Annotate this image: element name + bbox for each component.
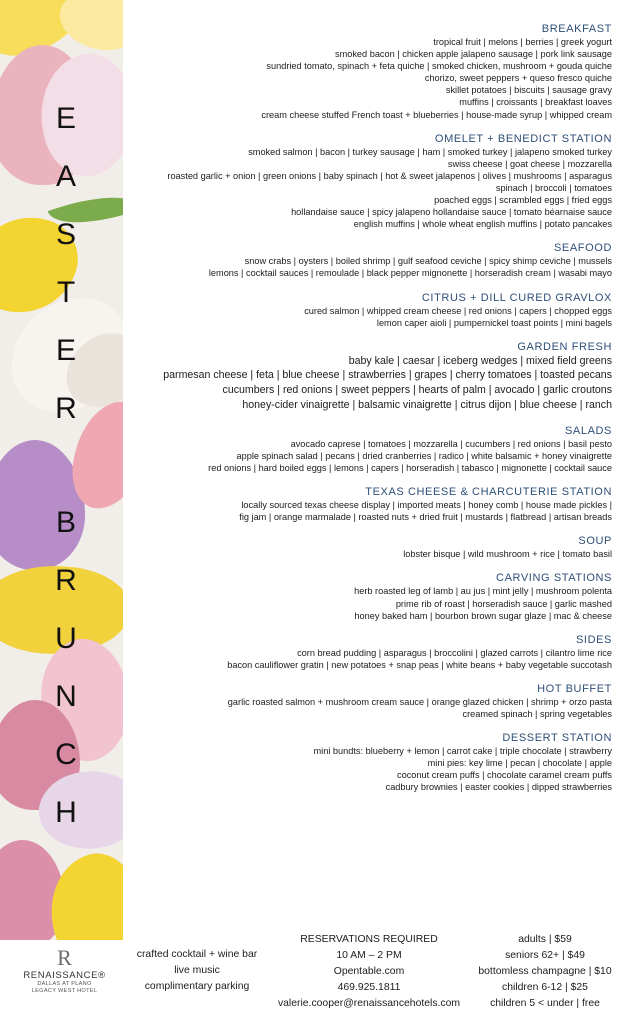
amenity-item: crafted cocktail + wine bar <box>136 949 258 960</box>
menu-line: roasted garlic + onion | green onions | baby spinach | hot & sweet jalapenos | olives | mushrooms | asparagus <box>167 170 612 181</box>
menu-section <box>130 291 612 329</box>
menu-line: parmesan cheese | feta | blue cheese | strawberries | grapes | cherry tomatoes | toasted pecans <box>163 369 612 382</box>
menu-line: english muffins | whole wheat english muffins | potato pancakes <box>353 219 612 230</box>
menu-line: spinach | broccoli | tomatoes <box>495 182 612 193</box>
section-title: SIDES <box>575 633 612 646</box>
menu-line: locally sourced texas cheese display | imported meats | honey comb | house made pickles | <box>241 500 612 511</box>
menu-line: fig jam | orange marmalade | roasted nuts + dried fruit | mustards | flatbread | artisan breads <box>239 512 612 523</box>
logo-subtitle: LEGACY WEST HOTEL <box>31 988 98 994</box>
section-title: CARVING STATIONS <box>496 572 612 585</box>
title-letter: E <box>55 334 76 367</box>
section-title: SALADS <box>564 424 612 437</box>
menu-line: corn bread pudding | asparagus | broccolini | glazed carrots | cilantro lime rice <box>297 647 612 658</box>
amenity-item: complimentary parking <box>144 981 250 992</box>
menu-section <box>130 132 612 231</box>
title-letter: E <box>55 102 76 135</box>
menu-section <box>130 22 612 121</box>
menu-line: hollandaise sauce | spicy jalapeno hollandaise sauce | tomato béarnaise sauce <box>291 207 612 218</box>
menu-line: avocado caprese | tomatoes | mozzarella | cucumbers | red onions | basil pesto <box>290 438 612 449</box>
title-letter: R <box>55 392 77 425</box>
title-letter: H <box>55 796 77 829</box>
menu-line: smoked bacon | chicken apple jalapeno sausage | pork link sausage <box>334 49 612 60</box>
menu-line: honey-cider vinaigrette | balsamic vinaigrette | citrus dijon | blue cheese | ranch <box>242 399 612 412</box>
menu-line: bacon cauliflower gratin | new potatoes + snap peas | white beans + baby vegetable succotash <box>227 659 612 670</box>
pricing-list <box>470 932 620 1012</box>
menu-section <box>130 424 612 474</box>
section-title: HOT BUFFET <box>537 682 612 695</box>
menu-line: muffins | croissants | breakfast loaves <box>459 97 612 108</box>
menu-line: garlic roasted salmon + mushroom cream sauce | orange glazed chicken | shrimp + orzo pasta <box>227 696 612 707</box>
section-title: CITRUS + DILL CURED GRAVLOX <box>421 291 612 304</box>
menu-section <box>130 340 612 413</box>
menu-section <box>130 571 612 621</box>
menu-line: herb roasted leg of lamb | au jus | mint jelly | mushroom polenta <box>354 586 612 597</box>
menu-section <box>130 682 612 720</box>
menu-section <box>130 633 612 671</box>
menu-section <box>130 731 612 793</box>
menu-line: honey baked ham | bourbon brown sugar glaze | mac & cheese <box>354 610 612 621</box>
menu-section <box>130 241 612 279</box>
menu-line: tropical fruit | melons | berries | greek yogurt <box>433 37 612 47</box>
section-title: DESSERT STATION <box>502 732 612 745</box>
menu-line: lemon caper aioli | pumpernickel toast points | mini bagels <box>376 317 612 328</box>
amenities-list <box>127 947 267 995</box>
logo-subtitle: DALLAS AT PLANO <box>37 981 92 987</box>
reservation-heading: RESERVATIONS REQUIRED <box>300 934 438 945</box>
menu-line: skillet potatoes | biscuits | sausage gravy <box>445 85 612 96</box>
menu-line: red onions | hard boiled eggs | lemons | capers | horseradish | tabasco | mignonette | cocktail sauce <box>208 463 612 474</box>
menu-line: lemons | cocktail sauces | remoulade | black pepper mignonette | horseradish cream | wasabi mayo <box>208 268 612 279</box>
hours: 10 AM – 2 PM <box>336 950 402 961</box>
menu-line: smoked salmon | bacon | turkey sausage | ham | smoked turkey | jalapeno smoked turkey <box>248 146 612 157</box>
section-title: GARDEN FRESH <box>517 340 612 353</box>
menu-line: cadbury brownies | easter cookies | dipped strawberries <box>385 782 612 793</box>
menu-line: chorizo, sweet peppers + queso fresco quiche <box>424 73 612 84</box>
menu-line: cured salmon | whipped cream cheese | red onions | capers | chopped eggs <box>304 305 612 316</box>
menu-line: snow crabs | oysters | boiled shrimp | gulf seafood ceviche | spicy shimp ceviche | mussels <box>244 256 612 267</box>
menu-line: lobster bisque | wild mushroom + rice | tomato basil <box>403 549 612 560</box>
menu-line: mini bundts: blueberry + lemon | carrot cake | triple chocolate | strawberry <box>313 746 612 757</box>
renaissance-logo <box>12 946 117 995</box>
menu-line: baby kale | caesar | iceberg wedges | mixed field greens <box>348 354 612 367</box>
logo-name: RENAISSANCE® <box>23 970 106 981</box>
title-letter: T <box>56 276 76 309</box>
menu-line: poached eggs | scrambled eggs | fried eggs <box>434 195 612 206</box>
price-item: seniors 62+ | $49 <box>505 950 585 961</box>
title-letter: U <box>55 622 77 655</box>
menu-section <box>130 534 612 560</box>
email-link[interactable]: valerie.cooper@renaissancehotels.com <box>277 998 461 1009</box>
price-item: bottomless champagne | $10 <box>478 966 612 977</box>
menu-line: creamed spinach | spring vegetables <box>462 709 612 719</box>
menu-line: sundried tomato, spinach + feta quiche | smoked chicken, mushroom + gouda quiche <box>266 61 612 72</box>
section-title: SEAFOOD <box>554 242 612 255</box>
section-title: TEXAS CHEESE & CHARCUTERIE STATION <box>365 486 612 499</box>
title-letter: C <box>55 738 77 771</box>
section-title: SOUP <box>578 535 612 548</box>
reservation-info <box>268 932 470 1012</box>
menu-line: cream cheese stuffed French toast + blueberries | house-made syrup | whipped cream <box>261 109 612 120</box>
menu-line: cucumbers | red onions | sweet peppers | hearts of palm | avocado | garlic croutons <box>222 384 612 397</box>
menu-line: prime rib of roast | horseradish sauce | garlic mashed <box>395 598 612 609</box>
menu-sections <box>130 22 612 804</box>
logo-mark: R <box>57 945 72 970</box>
menu-line: swiss cheese | goat cheese | mozzarella <box>447 158 612 169</box>
menu-line: apple spinach salad | pecans | dried cranberries | radico | white balsamic + honey vinaigrette <box>236 450 612 461</box>
price-item: children 5 < under | free <box>490 998 600 1009</box>
opentable-link[interactable]: Opentable.com <box>333 966 405 977</box>
amenity-item: live music <box>174 965 220 976</box>
section-title: OMELET + BENEDICT STATION <box>434 132 612 145</box>
title-letter: A <box>55 160 76 193</box>
decorative-easter-image <box>0 0 123 940</box>
menu-section <box>130 485 612 523</box>
menu-line: mini pies: key lime | pecan | chocolate | apple <box>427 758 612 769</box>
price-item: children 6-12 | $25 <box>502 982 588 993</box>
title-letter: N <box>55 680 77 713</box>
menu-line: coconut cream puffs | chocolate caramel cream puffs <box>397 770 612 781</box>
price-item: adults | $59 <box>518 934 572 945</box>
section-title: BREAKFAST <box>541 23 612 35</box>
title-letter: R <box>55 564 77 597</box>
phone-number[interactable]: 469.925.1811 <box>337 982 401 993</box>
title-letter: S <box>55 218 76 251</box>
title-letter: B <box>55 506 76 539</box>
